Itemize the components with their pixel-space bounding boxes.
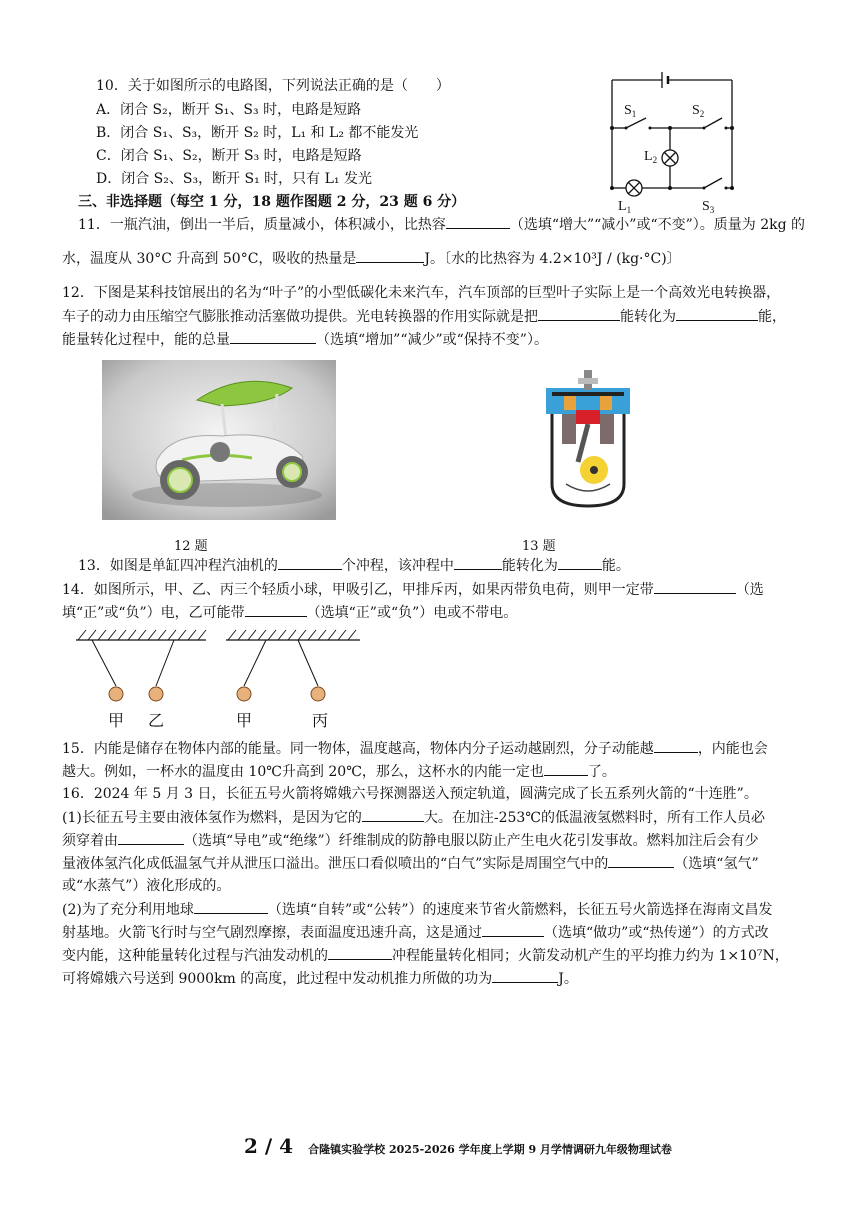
- q10-option-c: C．闭合 S₁、S₂，断开 S₃ 时，电路是短路: [96, 148, 362, 164]
- caption-fig12: 12 题: [174, 539, 208, 554]
- q16-p1-line3: 量液体氢汽化成低温氢气并从泄压口溢出。泄压口看似喷出的“白气”实际是周围空气中的 （选填“氢气”: [62, 853, 759, 874]
- q14-line2: 填“正”或“负”）电，乙可能带 （选填“正”或“负”）电或不带电。: [62, 602, 517, 623]
- q16-p1-line4: 或“水蒸气”）液化形成的。: [62, 878, 231, 894]
- q16-p2-line2: 射基地。火箭飞行时与空气剧烈摩擦，表面温度迅速升高，这是通过 （选填“做功”或“热传递”）的方式改: [62, 922, 769, 943]
- q10-option-a: A．闭合 S₂，断开 S₁、S₃ 时，电路是短路: [96, 102, 362, 118]
- q14-line1: 14．如图所示，甲、乙、丙三个轻质小球，甲吸引乙，甲排斥丙，如果丙带负电荷，则甲一定带 （选: [62, 579, 764, 600]
- q12-line3: 能量转化过程中，能的总量 （选填“增加”“减少”或“保持不变”）。: [62, 329, 548, 350]
- exam-title: 合隆镇实验学校 2025-2026 学年度上学期 9 月学情调研九年级物理试卷: [308, 1143, 672, 1156]
- q16-p2-line1: (2)为了充分利用地球 （选填“自转”或“公转”）的速度来节省火箭燃料，长征五号火箭选择在海南文昌发: [62, 899, 772, 920]
- q16-p2-line4: 可将嫦娥六号送到 9000km 的高度，此过程中发动机推力所做的功为 J。: [62, 968, 578, 989]
- label-s2: $S_2$: [692, 103, 705, 119]
- label-s3: $S_3$: [702, 199, 715, 214]
- q12-line2: 车子的动力由压缩空气膨胀推动活塞做功提供。光电转换器的作用实际就是把 能转化为 能，: [62, 306, 786, 327]
- page-footer: [244, 1134, 672, 1158]
- label-s1: $S_1$: [624, 103, 637, 119]
- caption-fig13: 13 题: [522, 539, 556, 554]
- q12-line1: 12．下图是某科技馆展出的名为“叶子”的小型低碳化未来汽车，汽车顶部的巨型叶子实际上是一个高效光电转换器，: [62, 285, 781, 301]
- q15-line1: 15．内能是储存在物体内部的能量。同一物体，温度越高，物体内分子运动越剧烈，分子动能越 ，内能也会: [62, 738, 768, 759]
- leaf-car-image: [102, 360, 336, 520]
- ball-label-bing: 丙: [311, 711, 329, 730]
- circuit-diagram: [600, 64, 750, 214]
- q10-stem: 10．关于如图所示的电路图，下列说法正确的是（ ）: [96, 78, 450, 94]
- page-number: 2 / 4: [244, 1134, 294, 1158]
- ball-label-jia-2: 甲: [235, 711, 253, 730]
- q16-p1-line1: (1)长征五号主要由液体氢作为燃料，是因为它的 大。在加注-253℃的低温液氢燃料时，所有工作人员必: [62, 807, 765, 828]
- q11-line1: 11．一瓶汽油，倒出一半后，质量减小，体积减小，比热容 （选填“增大”“减小”或“不变”）。质量为 2kg 的: [78, 214, 805, 235]
- q13-line: 13．如图是单缸四冲程汽油机的 个冲程，该冲程中 能转化为 能。: [78, 555, 630, 576]
- q16-p1-line2: 须穿着由 （选填“导电”或“绝缘”）纤维制成的防静电服以防止产生电火花引发事故。燃料加注后会有少: [62, 830, 759, 851]
- q16-p2-line3: 变内能，这种能量转化过程与汽油发动机的 冲程能量转化相同；火箭发动机产生的平均推力约为 1×10⁷N，: [62, 945, 789, 966]
- q15-line2: 越大。例如，一杯水的温度由 10℃升高到 20℃，那么，这杯水的内能一定也 了。: [62, 761, 616, 782]
- engine-diagram: [538, 366, 638, 512]
- ball-label-jia-1: 甲: [107, 711, 125, 730]
- section-heading: 三、非选择题（每空 1 分，18 题作图题 2 分，23 题 6 分）: [78, 194, 466, 210]
- q10-option-b: B．闭合 S₁、S₃，断开 S₂ 时，L₁ 和 L₂ 都不能发光: [96, 125, 419, 141]
- q10-option-d: D．闭合 S₂、S₃，断开 S₁ 时，只有 L₁ 发光: [96, 171, 372, 187]
- charged-balls-diagram: [70, 624, 370, 736]
- label-l2: $L_2$: [644, 149, 658, 165]
- q16-stem: 16．2024 年 5 月 3 日，长征五号火箭将嫦娥六号探测器送入预定轨道，圆满完成了长五系列火箭的“十连胜”。: [62, 786, 758, 802]
- ball-label-yi: 乙: [147, 711, 165, 730]
- label-l1: $L_1$: [618, 199, 632, 214]
- q11-line2: 水，温度从 30°C 升高到 50°C，吸收的热量是 J。〔水的比热容为 4.2×10³J / (kg·°C)〕: [62, 248, 681, 269]
